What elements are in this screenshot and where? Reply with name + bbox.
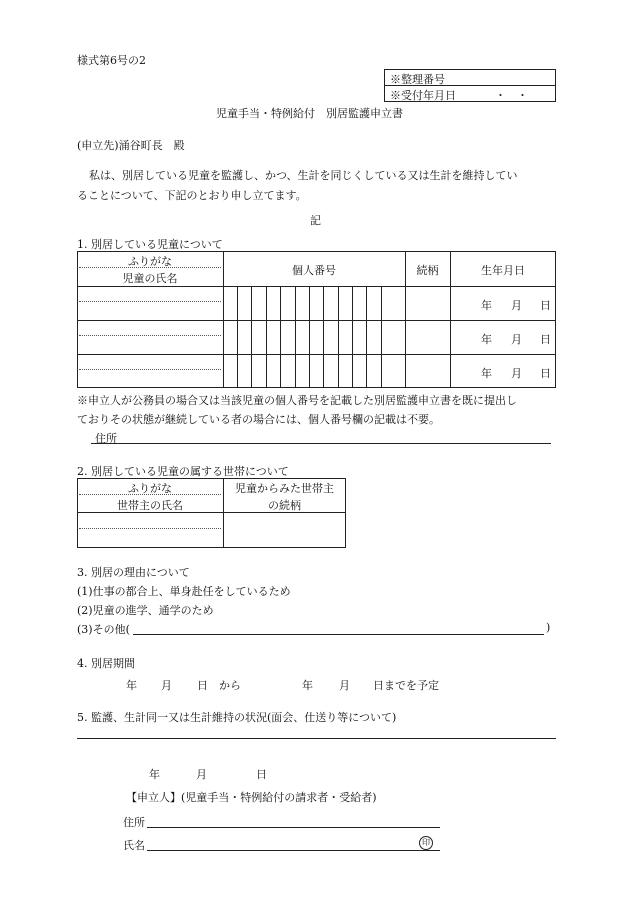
ki-marker: 記 (310, 214, 321, 227)
col-birthdate-header: 生年月日 (481, 264, 525, 277)
mynumber-note-line-1: ※申立人が公務員の場合又は当該児童の個人番号を記載した別居監護申立書を既に提出し (77, 394, 517, 407)
section3-heading: 3. 別居の理由について (77, 566, 190, 579)
col-child-name-header: 児童の氏名 (122, 272, 178, 285)
section1-address-label: 住所 (95, 432, 117, 445)
period-to-year: 年 (302, 679, 313, 692)
reason-3-close: ) (546, 621, 551, 634)
row3-month: 月 (511, 367, 522, 380)
furigana-separator (79, 335, 221, 336)
period-from-year: 年 (126, 679, 137, 692)
row2-day: 日 (540, 333, 551, 346)
mynumber-digit-line (309, 286, 310, 388)
applicant-name-label: 氏名 (123, 839, 145, 852)
period-from-day: 日 (197, 679, 208, 692)
household-col-relation-2: の続柄 (268, 499, 301, 512)
period-from-month: 月 (161, 679, 172, 692)
row2-month: 月 (511, 333, 522, 346)
household-col-furigana: ふりがな (128, 482, 172, 495)
seal-mark: 印 (419, 836, 433, 850)
col-mynumber-header: 個人番号 (292, 264, 336, 277)
row1-month: 月 (511, 299, 522, 312)
sign-day: 日 (256, 768, 267, 781)
section5-input-line[interactable] (77, 738, 556, 739)
household-col-name: 世帯主の氏名 (117, 499, 183, 512)
children-table-row-line (77, 354, 556, 355)
sign-year: 年 (149, 768, 160, 781)
reason-3-input-line[interactable] (133, 634, 544, 635)
section2-heading: 2. 別居している児童の属する世帯について (77, 465, 289, 478)
reason-3-open: (3)その他( (77, 623, 130, 636)
mynumber-digit-line (280, 286, 281, 388)
statement-line-2: ることについて、下記のとおり申し立てます。 (77, 189, 307, 202)
applicant-address-line[interactable] (147, 827, 440, 828)
mynumber-digit-line (381, 286, 382, 388)
period-from-word: から (219, 679, 241, 692)
document-title: 児童手当・特例給付 別居監護申立書 (216, 107, 403, 120)
row3-year: 年 (481, 367, 492, 380)
reason-2: (2)児童の進学、通学のため (77, 604, 214, 617)
ref-number-label: ※整理番号 (390, 73, 445, 86)
furigana-separator (79, 369, 221, 370)
furigana-separator (79, 301, 221, 302)
addressee: (申立先)涌谷町長 殿 (77, 139, 185, 152)
section4-heading: 4. 別居期間 (77, 657, 135, 670)
section1-address-line[interactable] (91, 443, 551, 444)
mynumber-note-line-2: ておりその状態が継続している者の場合には、個人番号欄の記載は不要。 (77, 413, 440, 426)
reason-1: (1)仕事の都合上、単身赴任をしているため (77, 585, 291, 598)
mynumber-digit-line (338, 286, 339, 388)
period-to-day: 日までを予定 (373, 679, 439, 692)
mynumber-digit-line (266, 286, 267, 388)
household-furigana-separator (79, 528, 221, 529)
received-date-label: ※受付年月日 (390, 89, 456, 102)
children-table-row-line (77, 320, 556, 321)
row1-year: 年 (481, 299, 492, 312)
section1-heading: 1. 別居している児童について (77, 238, 223, 251)
mynumber-digit-line (366, 286, 367, 388)
row3-day: 日 (540, 367, 551, 380)
col-relation-header: 続柄 (416, 264, 439, 277)
row1-day: 日 (540, 299, 551, 312)
period-to-month: 月 (339, 679, 350, 692)
sign-month: 月 (196, 768, 207, 781)
applicant-name-line[interactable] (147, 850, 440, 851)
statement-line-1: 私は、別居している児童を監護し、かつ、生計を同じくしている又は生計を維持してい (89, 169, 518, 182)
applicant-label: 【申立人】(児童手当・特例給付の請求者・受給者) (126, 791, 377, 804)
applicant-address-label: 住所 (123, 816, 145, 829)
row2-year: 年 (481, 333, 492, 346)
mynumber-digit-line (237, 286, 238, 388)
form-number: 様式第6号の2 (77, 54, 146, 67)
mynumber-digit-line (352, 286, 353, 388)
children-table-row-line (77, 286, 556, 287)
mynumber-digit-line (323, 286, 324, 388)
mynumber-digit-line (295, 286, 296, 388)
received-date-dots: ・ ・ (495, 89, 528, 102)
household-col-relation-1: 児童からみた世帯主 (235, 482, 334, 495)
col-furigana-header: ふりがな (128, 255, 172, 268)
section5-heading: 5. 監護、生計同一又は生計維持の状況(面会、仕送り等について) (77, 711, 397, 724)
mynumber-digit-line (251, 286, 252, 388)
